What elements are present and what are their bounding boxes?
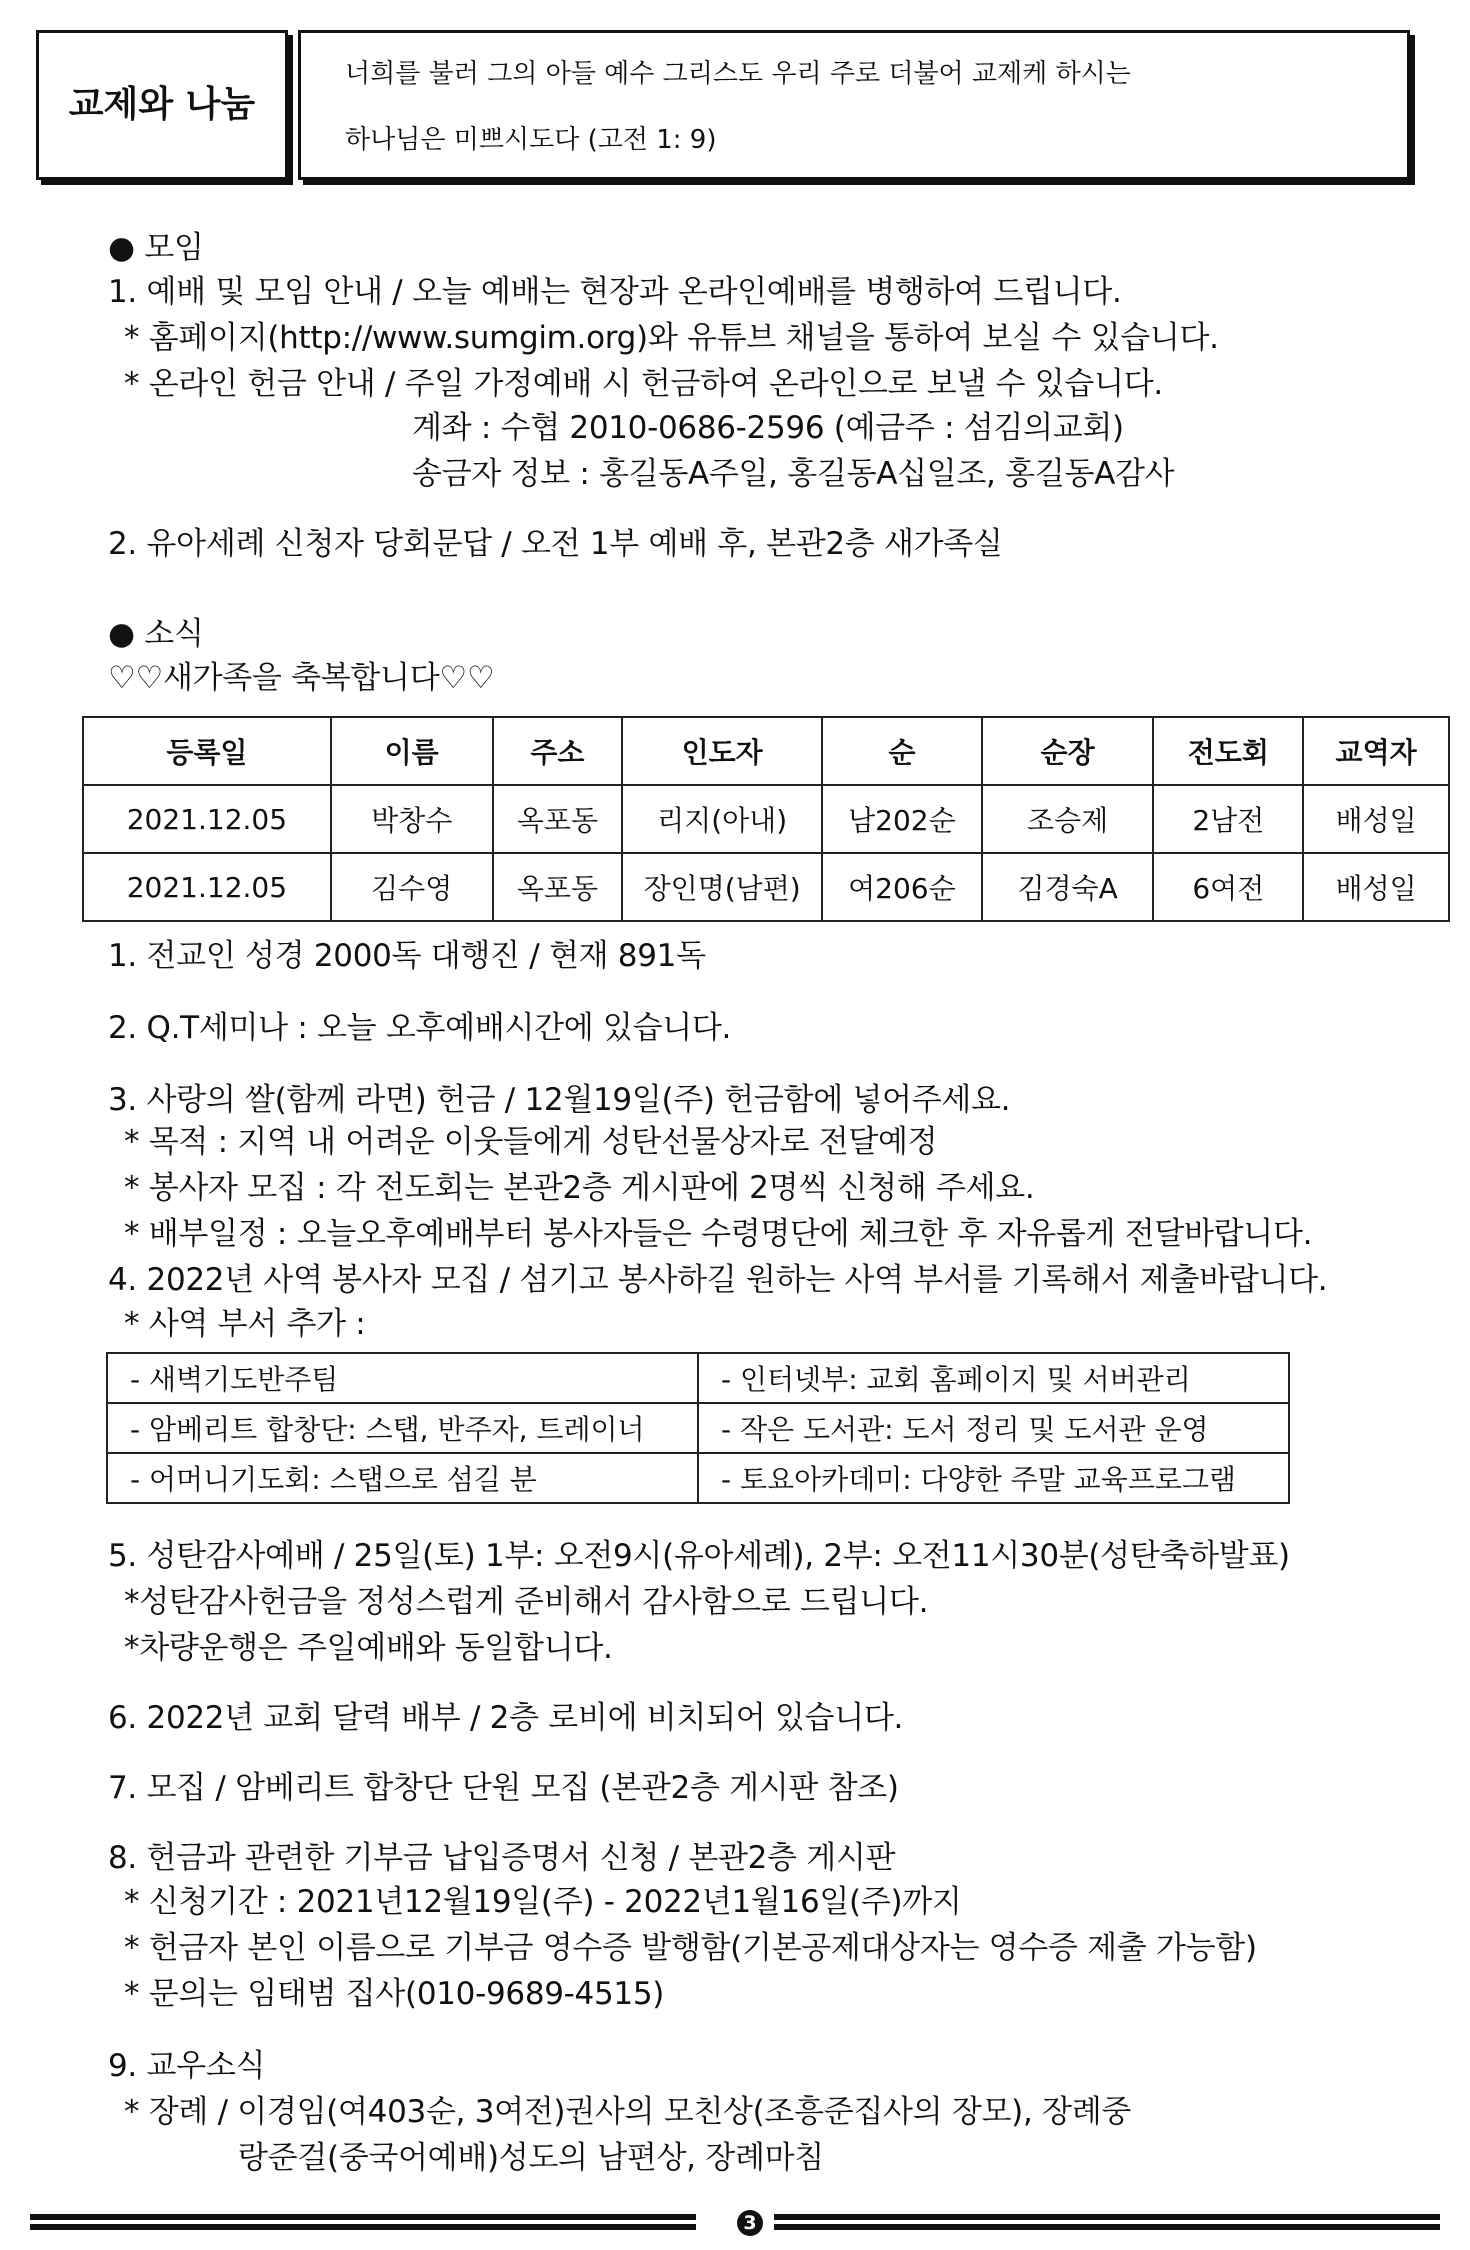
table-cell: 배성일 (1303, 785, 1449, 853)
table-cell: 김경숙A (982, 853, 1154, 921)
news-item-2: 2. Q.T세미나 : 오늘 오후예배시간에 있습니다. (108, 1010, 732, 1046)
online-offering-note: * 온라인 헌금 안내 / 주일 가정예배 시 헌금하여 온라인으로 보낼 수 있습니다. (124, 366, 1163, 402)
table-cell: - 토요아카데미: 다양한 주말 교육프로그램 (698, 1453, 1289, 1503)
table-cell: 6여전 (1153, 853, 1303, 921)
bank-account: 계좌 : 수협 2010-0686-2596 (예금주 : 섬김의교회) (412, 410, 1124, 446)
news-item-8: 8. 헌금과 관련한 기부금 납입증명서 신청 / 본관2층 게시판 (108, 1840, 896, 1876)
table-cell: 남202순 (822, 785, 982, 853)
news-item-3-purpose: * 목적 : 지역 내 어려운 이웃들에게 성탄선물상자로 전달예정 (124, 1124, 938, 1160)
table-cell: - 암베리트 합창단: 스탭, 반주자, 트레이너 (107, 1403, 698, 1453)
table-row (83, 785, 1449, 853)
news-item-8-receipt: * 헌금자 본인 이름으로 기부금 영수증 발행함(기본공제대상자는 영수증 제출 가능함) (124, 1930, 1257, 1966)
news-item-8-period: * 신청기간 : 2021년12월19일(주) - 2022년1월16일(주)까지 (124, 1884, 962, 1920)
news-item-5-offering: *성탄감사헌금을 정성스럽게 준비해서 감사함으로 드립니다. (124, 1584, 929, 1620)
table-cell: 2021.12.05 (83, 785, 331, 853)
sender-info: 송금자 정보 : 홍길동A주일, 홍길동A십일조, 홍길동A감사 (412, 456, 1175, 492)
news-item-9-funeral-2: 랑준걸(중국어예배)성도의 남편상, 장례마침 (238, 2140, 824, 2176)
col-header: 전도회 (1153, 717, 1303, 785)
news-item-7: 7. 모집 / 암베리트 합창단 단원 모집 (본관2층 게시판 참조) (108, 1770, 899, 1806)
verse-line-1: 너희를 불러 그의 아들 예수 그리스도 우리 주로 더불어 교제케 하시는 (345, 59, 1131, 89)
table-row (107, 1403, 1289, 1453)
verse-box (298, 30, 1410, 180)
news-item-9: 9. 교우소식 (108, 2048, 266, 2084)
news-item-4: 4. 2022년 사역 봉사자 모집 / 섬기고 봉사하길 원하는 사역 부서를 기록해서 제출바랍니다. (108, 1262, 1328, 1298)
table-cell: 옥포동 (493, 785, 623, 853)
news-item-5-transport: *차량운행은 주일예배와 동일합니다. (124, 1630, 613, 1666)
table-cell: 김수영 (331, 853, 493, 921)
meeting-item-1: 1. 예배 및 모임 안내 / 오늘 예배는 현장과 온라인예배를 병행하여 드립니다. (108, 274, 1122, 310)
news-item-3-volunteers: * 봉사자 모집 : 각 전도회는 본관2층 게시판에 2명씩 신청해 주세요. (124, 1170, 1035, 1206)
news-item-6: 6. 2022년 교회 달력 배부 / 2층 로비에 비치되어 있습니다. (108, 1700, 904, 1736)
news-item-1: 1. 전교인 성경 2000독 대행진 / 현재 891독 (108, 938, 706, 974)
footer-rule-left (30, 2214, 696, 2220)
footer-rule-left (30, 2224, 696, 2230)
news-heading: ● 소식 (108, 616, 204, 652)
meeting-item-2: 2. 유아세례 신청자 당회문답 / 오전 1부 예배 후, 본관2층 새가족실 (108, 526, 1003, 562)
table-cell: 조승제 (982, 785, 1154, 853)
news-item-8-contact: * 문의는 임태범 집사(010-9689-4515) (124, 1976, 665, 2012)
table-header-row (83, 717, 1449, 785)
homepage-note: * 홈페이지(http://www.sumgim.org)와 유튜브 채널을 통하여 보실 수 있습니다. (124, 320, 1219, 356)
table-cell: 배성일 (1303, 853, 1449, 921)
section-title: 교제와 나눔 (68, 84, 256, 125)
table-row (83, 853, 1449, 921)
table-row (107, 1453, 1289, 1503)
table-cell: 2021.12.05 (83, 853, 331, 921)
newcomer-welcome: ♡♡새가족을 축복합니다♡♡ (108, 660, 495, 696)
col-header: 순 (822, 717, 982, 785)
table-row (107, 1353, 1289, 1403)
table-cell: 리지(아내) (622, 785, 822, 853)
page-number: 3 (737, 2210, 763, 2236)
verse-line-2: 하나님은 미쁘시도다 (고전 1: 9) (345, 125, 717, 155)
col-header: 이름 (331, 717, 493, 785)
table-cell: 옥포동 (493, 853, 623, 921)
table-cell: 여206순 (822, 853, 982, 921)
footer-rule-right (774, 2224, 1440, 2230)
table-cell: 2남전 (1153, 785, 1303, 853)
col-header: 등록일 (83, 717, 331, 785)
news-item-3: 3. 사랑의 쌀(함께 라면) 헌금 / 12월19일(주) 헌금함에 넣어주세요. (108, 1082, 1011, 1118)
col-header: 인도자 (622, 717, 822, 785)
table-cell: - 작은 도서관: 도서 정리 및 도서관 운영 (698, 1403, 1289, 1453)
section-title-box (36, 30, 288, 180)
table-cell: - 새벽기도반주팀 (107, 1353, 698, 1403)
news-item-9-funeral-1: * 장례 / 이경임(여403순, 3여전)권사의 모친상(조흥준집사의 장모), 장례중 (124, 2094, 1131, 2130)
ministry-table (106, 1352, 1290, 1504)
footer-rule-right (774, 2214, 1440, 2220)
col-header: 교역자 (1303, 717, 1449, 785)
table-cell: - 인터넷부: 교회 홈페이지 및 서버관리 (698, 1353, 1289, 1403)
news-item-3-schedule: * 배부일정 : 오늘오후예배부터 봉사자들은 수령명단에 체크한 후 자유롭게 전달바랍니다. (124, 1216, 1313, 1252)
news-item-4-added: * 사역 부서 추가 : (124, 1306, 366, 1342)
page-footer (30, 2210, 1440, 2232)
col-header: 주소 (493, 717, 623, 785)
newcomers-table (82, 716, 1450, 922)
news-item-5: 5. 성탄감사예배 / 25일(토) 1부: 오전9시(유아세례), 2부: 오전11시30분(성탄축하발표) (108, 1538, 1290, 1574)
table-cell: - 어머니기도회: 스탭으로 섬길 분 (107, 1453, 698, 1503)
table-cell: 박창수 (331, 785, 493, 853)
meeting-heading: ● 모임 (108, 230, 204, 266)
col-header: 순장 (982, 717, 1154, 785)
table-cell: 장인명(남편) (622, 853, 822, 921)
